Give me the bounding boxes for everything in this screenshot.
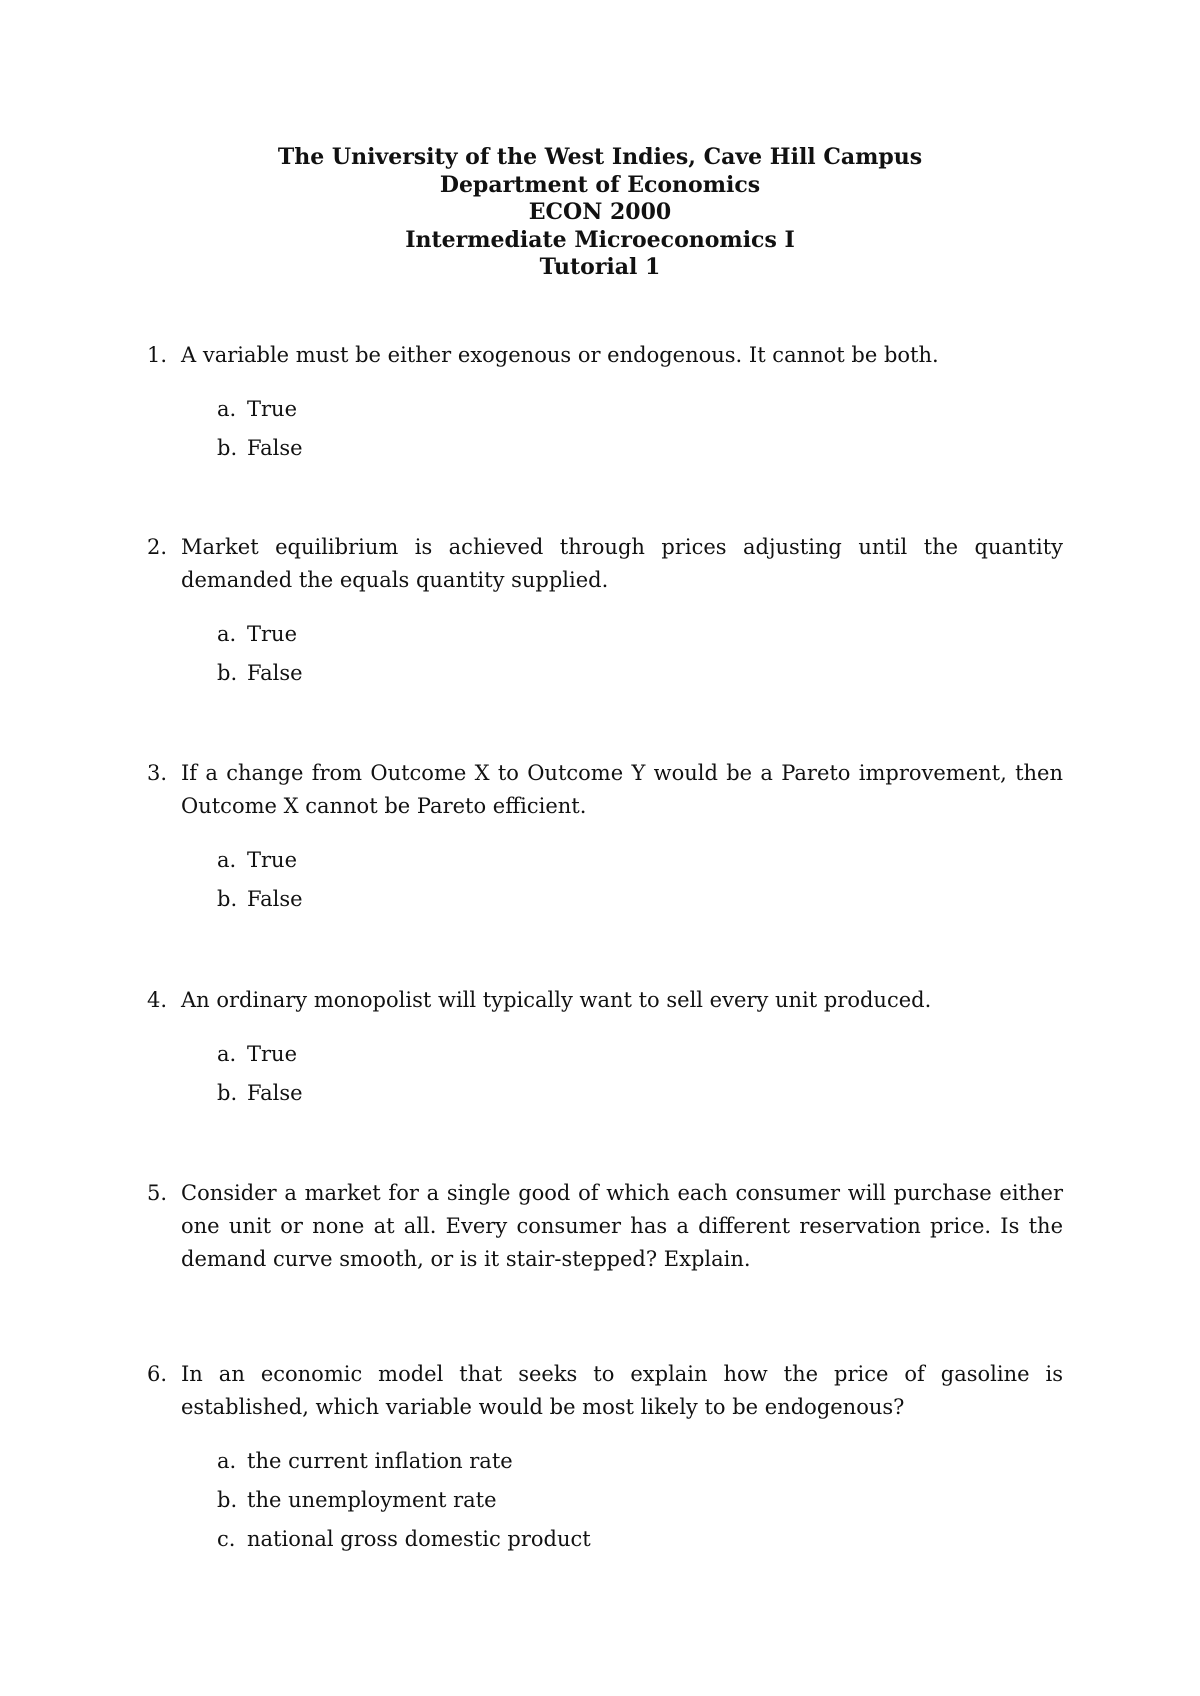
option-b (217, 429, 1063, 468)
option-letter: a. (217, 848, 237, 872)
option-letter: a. (217, 1042, 237, 1066)
option-text: the current inflation rate (247, 1449, 513, 1473)
option-a (217, 1442, 1063, 1481)
option-letter: b. (217, 661, 238, 685)
option-list (217, 1442, 1063, 1559)
option-text: True (247, 848, 297, 872)
option-a (217, 1035, 1063, 1074)
option-a (217, 390, 1063, 429)
option-text: False (247, 661, 303, 685)
option-letter: a. (217, 397, 237, 421)
tutorial-title: Tutorial 1 (539, 254, 661, 280)
option-letter: b. (217, 436, 238, 460)
option-text: True (247, 622, 297, 646)
question-5 (147, 1177, 1063, 1276)
course-title: Intermediate Microeconomics I (405, 226, 795, 253)
option-a (217, 615, 1063, 654)
question-number: 2. (147, 535, 168, 559)
question-4 (147, 984, 1063, 1113)
option-list (217, 615, 1063, 693)
question-number: 3. (147, 761, 168, 785)
option-b (217, 654, 1063, 693)
question-text: Market equilibrium is achieved through prices adjusting until the quantity demanded the equals quantity supplied. (181, 535, 1063, 592)
option-letter: a. (217, 622, 237, 646)
option-text: the unemployment rate (247, 1488, 497, 1512)
option-a (217, 841, 1063, 880)
option-text: False (247, 1081, 303, 1105)
question-number: 1. (147, 343, 168, 367)
option-letter: b. (217, 1488, 238, 1512)
question-text: An ordinary monopolist will typically want to sell every unit produced. (181, 988, 932, 1012)
question-2 (147, 531, 1063, 693)
option-letter: b. (217, 887, 238, 911)
option-letter: a. (217, 1449, 237, 1473)
option-text: False (247, 436, 303, 460)
option-b (217, 1074, 1063, 1113)
option-b (217, 1481, 1063, 1520)
question-3 (147, 757, 1063, 919)
option-c (217, 1520, 1063, 1559)
question-text: In an economic model that seeks to explain how the price of gasoline is established, which variable would be most likely to be endogenous? (181, 1362, 1063, 1419)
question-1 (147, 339, 1063, 468)
question-number: 4. (147, 988, 168, 1012)
question-number: 5. (147, 1181, 168, 1205)
option-text: True (247, 397, 297, 421)
option-b (217, 880, 1063, 919)
option-text: national gross domestic product (247, 1527, 591, 1551)
question-text: Consider a market for a single good of which each consumer will purchase either one unit or none at all. Every consumer has a different reservation price. Is the demand curve smooth, or is it stair-stepped? Explain. (181, 1181, 1063, 1271)
option-letter: b. (217, 1081, 238, 1105)
option-list (217, 1035, 1063, 1113)
option-list (217, 841, 1063, 919)
question-text: If a change from Outcome X to Outcome Y would be a Pareto improvement, then Outcome X cannot be Pareto efficient. (181, 761, 1063, 818)
option-text: False (247, 887, 303, 911)
document-header (0, 144, 1200, 282)
option-text: True (247, 1042, 297, 1066)
option-letter: c. (217, 1527, 236, 1551)
question-text: A variable must be either exogenous or endogenous. It cannot be both. (181, 343, 939, 367)
question-6 (147, 1358, 1063, 1559)
department-name: Department of Economics (439, 171, 761, 198)
university-name: The University of the West Indies, Cave Hill Campus (277, 144, 923, 170)
course-code: ECON 2000 (528, 199, 672, 225)
question-number: 6. (147, 1362, 168, 1386)
option-list (217, 390, 1063, 468)
